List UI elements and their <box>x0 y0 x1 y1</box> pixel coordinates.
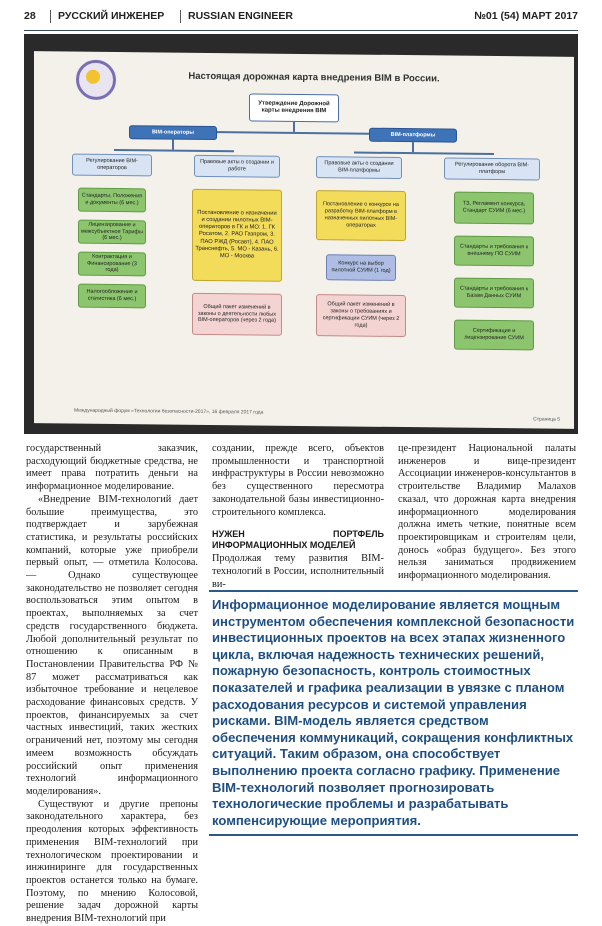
platform-contest-box: Конкурс на выбор пилотной СУИМ (1 год) <box>326 254 396 281</box>
paragraph: государственный заказчик, расходующий бюджетные средства, не имеет права потратить деньги на информационное моделирование. <box>26 443 198 493</box>
standards-external-box: Стандарты и требования к внешнему ПО СУИМ <box>454 236 534 267</box>
slide-footer: Международный форум «Технологии безопасности-2017», 16 февраля 2017 года <box>74 407 264 416</box>
legal-acts-operators-box: Правовые акты о создании и работе <box>194 155 280 178</box>
slide <box>34 51 574 429</box>
reg-bim-operators-box: Регулирование BIM-операторов <box>72 154 152 177</box>
callout-quote: Информационное моделирование является мощным инструментом обеспечения комплексной безопасности инвестиционных проектов на всех этапах жизненного цикла, включая надежность технических решений, пожарную безопасность, контроль стоимостных показателей и графика реализации в увязке с планом расходования ресурсов и системой управления рисками. BIM-модель является средством обеспечения коммуникаций, сокращения конфликтных ситуаций. Таким образом, она способствует выполнению проекта согласно графику. Применение BIM-технологий позволяет прогнозировать технологические проблемы и разрабатывать компенсирующие мероприятия. <box>212 597 575 828</box>
paragraph: Существуют и другие препоны законодательного характера, без преодоления которых эффективность применения BIM-технологий при технологическом проектировании и инжиниринге для государственных проектов останется только на бумаге. Поэтому, по мнению Колосовой, решение задач дорожной карты внедрения BIM-технологий при <box>26 798 198 925</box>
slide-page-number: Страница 5 <box>533 416 560 423</box>
standards-box: Стандарты, Положения и документы (6 мес.) <box>78 188 146 213</box>
callout-top-rule <box>209 590 578 592</box>
roadmap-approval-box: Утверждение Дорожной карты внедрения BIM <box>249 93 339 122</box>
reg-platform-box: Регулирование оборота BIM-платформ <box>444 157 540 180</box>
journal-title-en: RUSSIAN ENGINEER <box>188 10 294 22</box>
paragraph: це-президент Национальной палаты инженеров и вице-президент Ассоциации инженеров-консультантов в строительстве Владимир Малахов сказал, что дорожная карта внедрения информационного моделирования должна иметь четкие, понятные всем проектировщикам и строителям цели, донось «образ будущего». Без этого нельзя заниматься продвижением информационного моделирования. <box>398 443 576 582</box>
standards-db-box: Стандарты и требования к Базам Данных СУИМ <box>454 278 534 309</box>
bim-platforms-box: BIM-платформы <box>369 128 457 143</box>
tax-box: Налогообложение и статистика (6 мес.) <box>78 284 146 309</box>
issue-info: №01 (54) МАРТ 2017 <box>474 10 578 22</box>
column-2 <box>212 443 384 591</box>
slide-title: Настоящая дорожная карта внедрения BIM в России. <box>188 70 440 85</box>
bim-operators-box: BIM-операторы <box>129 125 217 140</box>
header-divider <box>180 10 181 23</box>
platform-law-package-box: Общий пакет изменений в законы о требованиях и сертификации СУИМ (через 2 года) <box>316 294 406 337</box>
legal-acts-platform-box: Правовые акты о создании BIM-платформы <box>316 156 402 179</box>
paragraph: «Внедрение BIM-технологий дает большие преимущества, это подтверждает и зарубежная статистика, и результаты российских компаний, которые уже приобрели первый опыт, — отметила Колосова. — Однако существующее законодательство не позволяет сегодня воспользоваться этим опытом в проектах, выполняемых за счет средств государственного бюджета. Любой дополнительный результат по отношению к описанным в Постановлении Правительства РФ № 87 может рассматриваться как избыточное требование и нецелевое расходование финансовых средств. У проектов, финансируемых за счет частных инвестиций, таких жестких ограничений нет, поэтому мы сегодня имеем возможность обсуждать российский опыт применения технологий информационного моделирования». <box>26 493 198 797</box>
conference-photo <box>24 34 578 434</box>
pilot-operators-list-box: Постановление о назначении и создании пилотных BIM-операторов в ГК и МО: 1. ГК Росатом, 2. РАО Газпром, 3. ПАО РЖД (Росавт), 4. ПАО Транснефть, 5. МО - Казань, 6. МО - Москва <box>192 189 282 282</box>
page-number: 28 <box>24 10 36 22</box>
header-divider <box>50 10 51 23</box>
page-header <box>24 10 578 24</box>
column-3 <box>398 443 576 583</box>
tz-box: ТЗ, Регламент конкурса, Стандарт СУИМ (6 мес.) <box>454 192 534 225</box>
section-heading: НУЖЕН ПОРТФЕЛЬ ИНФОРМАЦИОННЫХ МОДЕЛЕЙ <box>212 529 384 551</box>
paragraph: создании, прежде всего, объектов промышленности и транспортной инфраструктуры в России невозможно без существенного пересмотра законодательной базы инвестиционно-строительного комплекса. <box>212 443 384 518</box>
slide-logo <box>76 60 116 100</box>
licensing-box: Лицензирование и межсубъектное Тарифы (6 мес.) <box>78 220 146 245</box>
certification-box: Сертификация и лицензирование СУИМ <box>454 320 534 351</box>
platform-decree-box: Постановление о конкурсе на разработку BIM-платформ в назначенных пилотных BIM-операторах <box>316 190 406 241</box>
journal-title-ru: РУССКИЙ ИНЖЕНЕР <box>58 10 165 22</box>
paragraph: Продолжая тему развития BIM-технологий в России, исполнительный ви- <box>212 553 384 590</box>
header-rule <box>24 30 578 31</box>
operators-law-package-box: Общий пакет изменений в законы о деятельности любых BIM-операторов (через 2 года) <box>192 293 282 336</box>
callout-bottom-rule <box>209 834 578 836</box>
column-1 <box>26 443 198 926</box>
contracting-box: Контрактация и Финансирование (3 года) <box>78 252 146 277</box>
